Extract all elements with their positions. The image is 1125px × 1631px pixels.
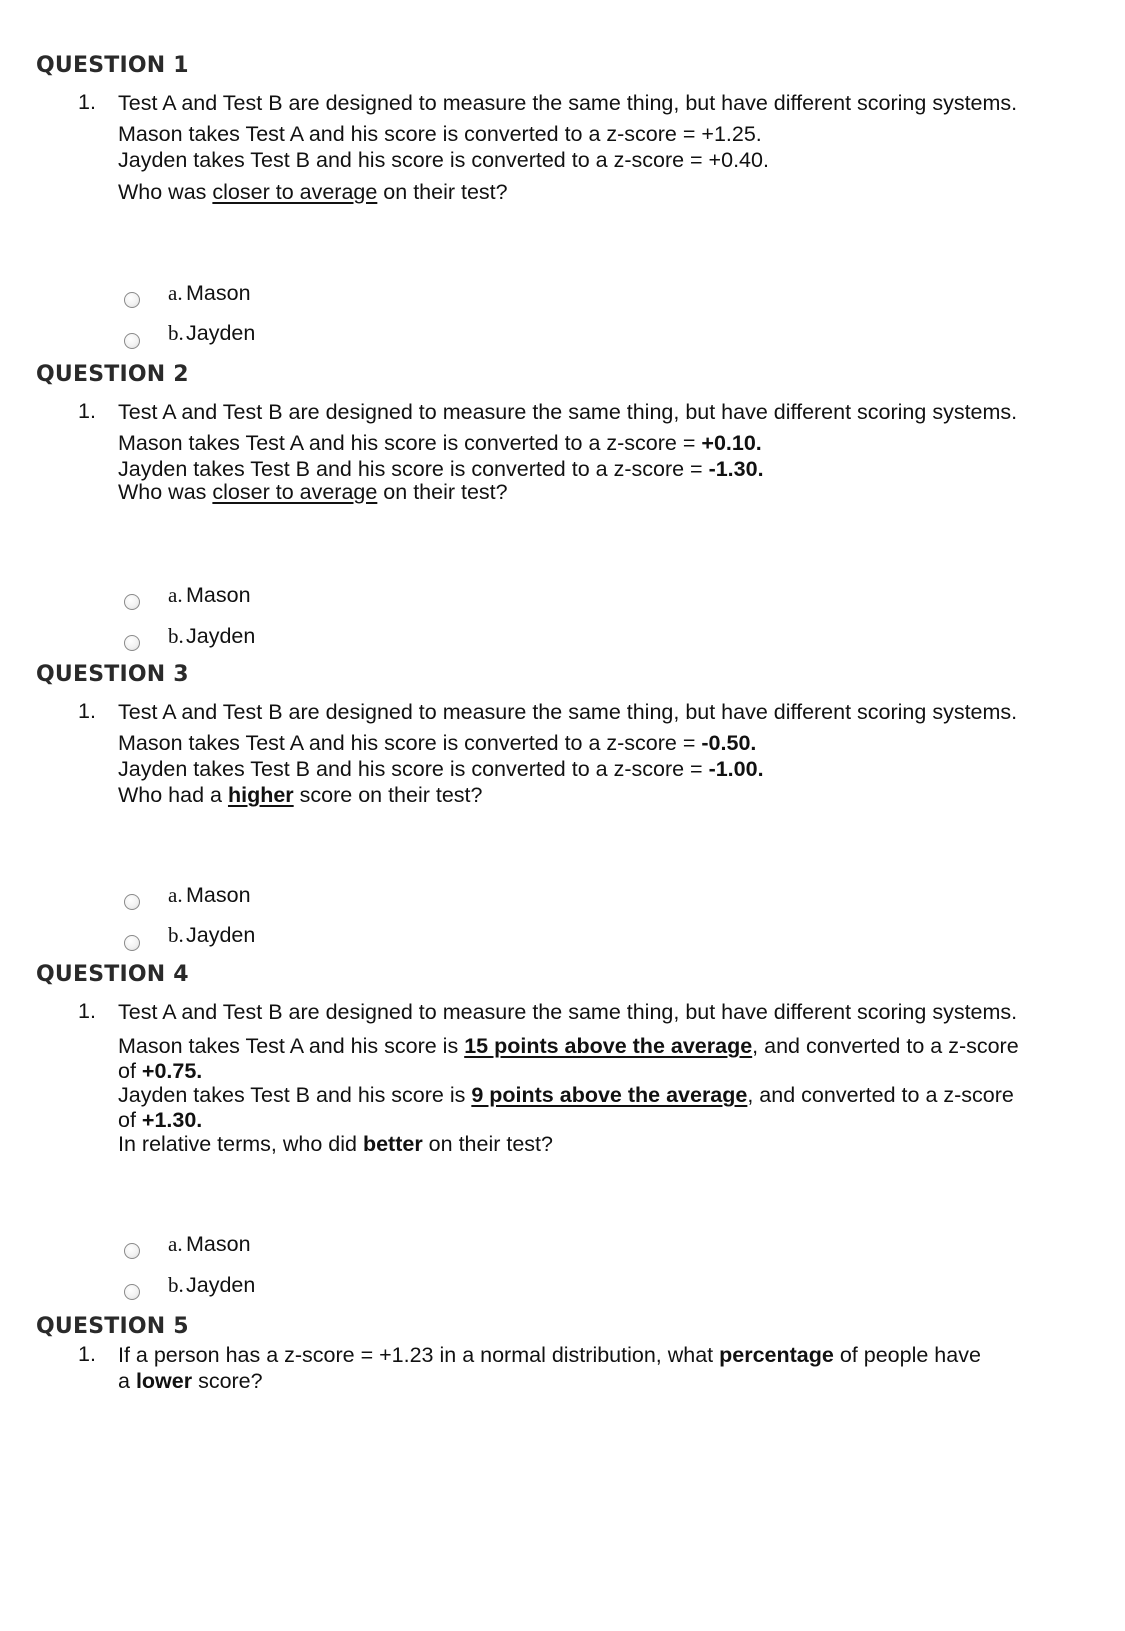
prompt-text: on their test?	[377, 480, 508, 504]
line-text: Jayden takes Test B and his score is converted to a z-score =	[118, 757, 709, 781]
question-2-header: QUESTION 2	[36, 362, 189, 387]
question-1-radio-b[interactable]	[124, 333, 140, 349]
z-score-value: +1.30.	[141, 1108, 203, 1132]
z-score-value: +0.75.	[141, 1059, 203, 1083]
question-5-line-1	[118, 1342, 981, 1368]
question-3-mason-line	[118, 730, 756, 756]
line-text: a	[118, 1369, 136, 1393]
question-4-radio-b[interactable]	[124, 1284, 140, 1300]
question-3-header: QUESTION 3	[36, 662, 189, 687]
line-text: of	[118, 1108, 142, 1132]
prompt-text: on their test?	[377, 180, 508, 204]
question-4-radio-a[interactable]	[124, 1243, 140, 1259]
points-emphasis: 15 points above the average	[464, 1034, 753, 1058]
line-text: of people have	[833, 1343, 981, 1367]
question-4-option-b-letter: b.	[168, 1273, 184, 1297]
prompt-text: score on their test?	[293, 783, 483, 807]
question-4-mason-line	[118, 1033, 1019, 1059]
prompt-emphasis: higher	[227, 783, 294, 807]
question-1-option-a-label[interactable]: Mason	[186, 281, 251, 305]
question-1-radio-a[interactable]	[124, 292, 140, 308]
question-3-option-a-letter: a.	[168, 883, 183, 907]
prompt-emphasis: closer to average	[212, 480, 378, 504]
question-4-prompt	[118, 1131, 553, 1157]
question-3-option-b-label[interactable]: Jayden	[186, 923, 256, 947]
question-4-option-a-letter: a.	[168, 1232, 183, 1256]
line-text: Jayden takes Test B and his score is	[118, 1083, 472, 1107]
line-text: Mason takes Test A and his score is converted to a z-score =	[118, 431, 702, 455]
question-2-radio-a[interactable]	[124, 594, 140, 610]
question-1-number: 1.	[78, 90, 96, 114]
question-3-option-b-letter: b.	[168, 923, 184, 947]
question-2-mason-line	[118, 430, 762, 456]
question-3-intro: Test A and Test B are designed to measure the same thing, but have different scoring systems.	[118, 700, 1018, 724]
question-2-option-a-label[interactable]: Mason	[186, 583, 251, 607]
question-3-radio-a[interactable]	[124, 894, 140, 910]
question-1-header: QUESTION 1	[36, 53, 189, 78]
question-1-mason-line: Mason takes Test A and his score is converted to a z-score = +1.25.	[118, 122, 762, 146]
question-2-radio-b[interactable]	[124, 635, 140, 651]
question-4-option-b-label[interactable]: Jayden	[186, 1273, 256, 1297]
line-text: , and converted to a z-score	[747, 1083, 1014, 1107]
question-5-number: 1.	[78, 1342, 96, 1366]
question-2-number: 1.	[78, 399, 96, 423]
prompt-text: Who was	[118, 180, 213, 204]
question-1-jayden-line: Jayden takes Test B and his score is converted to a z-score = +0.40.	[118, 148, 769, 172]
line-text: Mason takes Test A and his score is	[118, 1034, 465, 1058]
z-score-value: -1.30.	[708, 457, 764, 481]
line-text: If a person has a z-score = +1.23 in a normal distribution, what	[118, 1343, 720, 1367]
question-4-mason-value-line	[118, 1058, 202, 1084]
question-1-prompt	[118, 179, 508, 205]
question-2-option-b-letter: b.	[168, 624, 184, 648]
emphasis: lower	[135, 1369, 193, 1393]
question-5-header: QUESTION 5	[36, 1314, 189, 1339]
question-5-line-2	[118, 1368, 263, 1394]
question-3-option-a-label[interactable]: Mason	[186, 883, 251, 907]
question-3-radio-b[interactable]	[124, 935, 140, 951]
question-1-option-b-label[interactable]: Jayden	[186, 321, 256, 345]
question-4-jayden-line	[118, 1082, 1014, 1108]
z-score-value: -0.50.	[701, 731, 757, 755]
z-score-value: +0.10.	[701, 431, 762, 455]
question-4-option-a-label[interactable]: Mason	[186, 1232, 251, 1256]
line-text: Mason takes Test A and his score is converted to a z-score =	[118, 731, 702, 755]
question-4-intro: Test A and Test B are designed to measure the same thing, but have different scoring systems.	[118, 1000, 1018, 1024]
question-1-option-b-letter: b.	[168, 321, 184, 345]
emphasis: percentage	[719, 1343, 834, 1367]
line-text: Jayden takes Test B and his score is converted to a z-score =	[118, 457, 709, 481]
prompt-text: Who was	[118, 480, 213, 504]
question-1-intro: Test A and Test B are designed to measure the same thing, but have different scoring systems.	[118, 91, 1018, 115]
question-3-prompt	[118, 782, 483, 808]
question-2-option-b-label[interactable]: Jayden	[186, 624, 256, 648]
question-1-option-a-letter: a.	[168, 281, 183, 305]
prompt-text: In relative terms, who did	[118, 1132, 363, 1156]
question-2-prompt	[118, 479, 508, 505]
z-score-value: -1.00.	[708, 757, 764, 781]
line-text: score?	[192, 1369, 263, 1393]
question-2-option-a-letter: a.	[168, 583, 183, 607]
line-text: , and converted to a z-score	[752, 1034, 1019, 1058]
question-4-number: 1.	[78, 999, 96, 1023]
prompt-text: on their test?	[422, 1132, 553, 1156]
prompt-emphasis: closer to average	[212, 180, 378, 204]
points-emphasis: 9 points above the average	[471, 1083, 748, 1107]
prompt-emphasis: better	[362, 1132, 423, 1156]
prompt-text: Who had a	[118, 783, 228, 807]
line-text: of	[118, 1059, 142, 1083]
question-2-intro: Test A and Test B are designed to measure the same thing, but have different scoring systems.	[118, 400, 1018, 424]
question-3-jayden-line	[118, 756, 764, 782]
question-4-jayden-value-line	[118, 1107, 202, 1133]
question-4-header: QUESTION 4	[36, 962, 189, 987]
question-3-number: 1.	[78, 699, 96, 723]
